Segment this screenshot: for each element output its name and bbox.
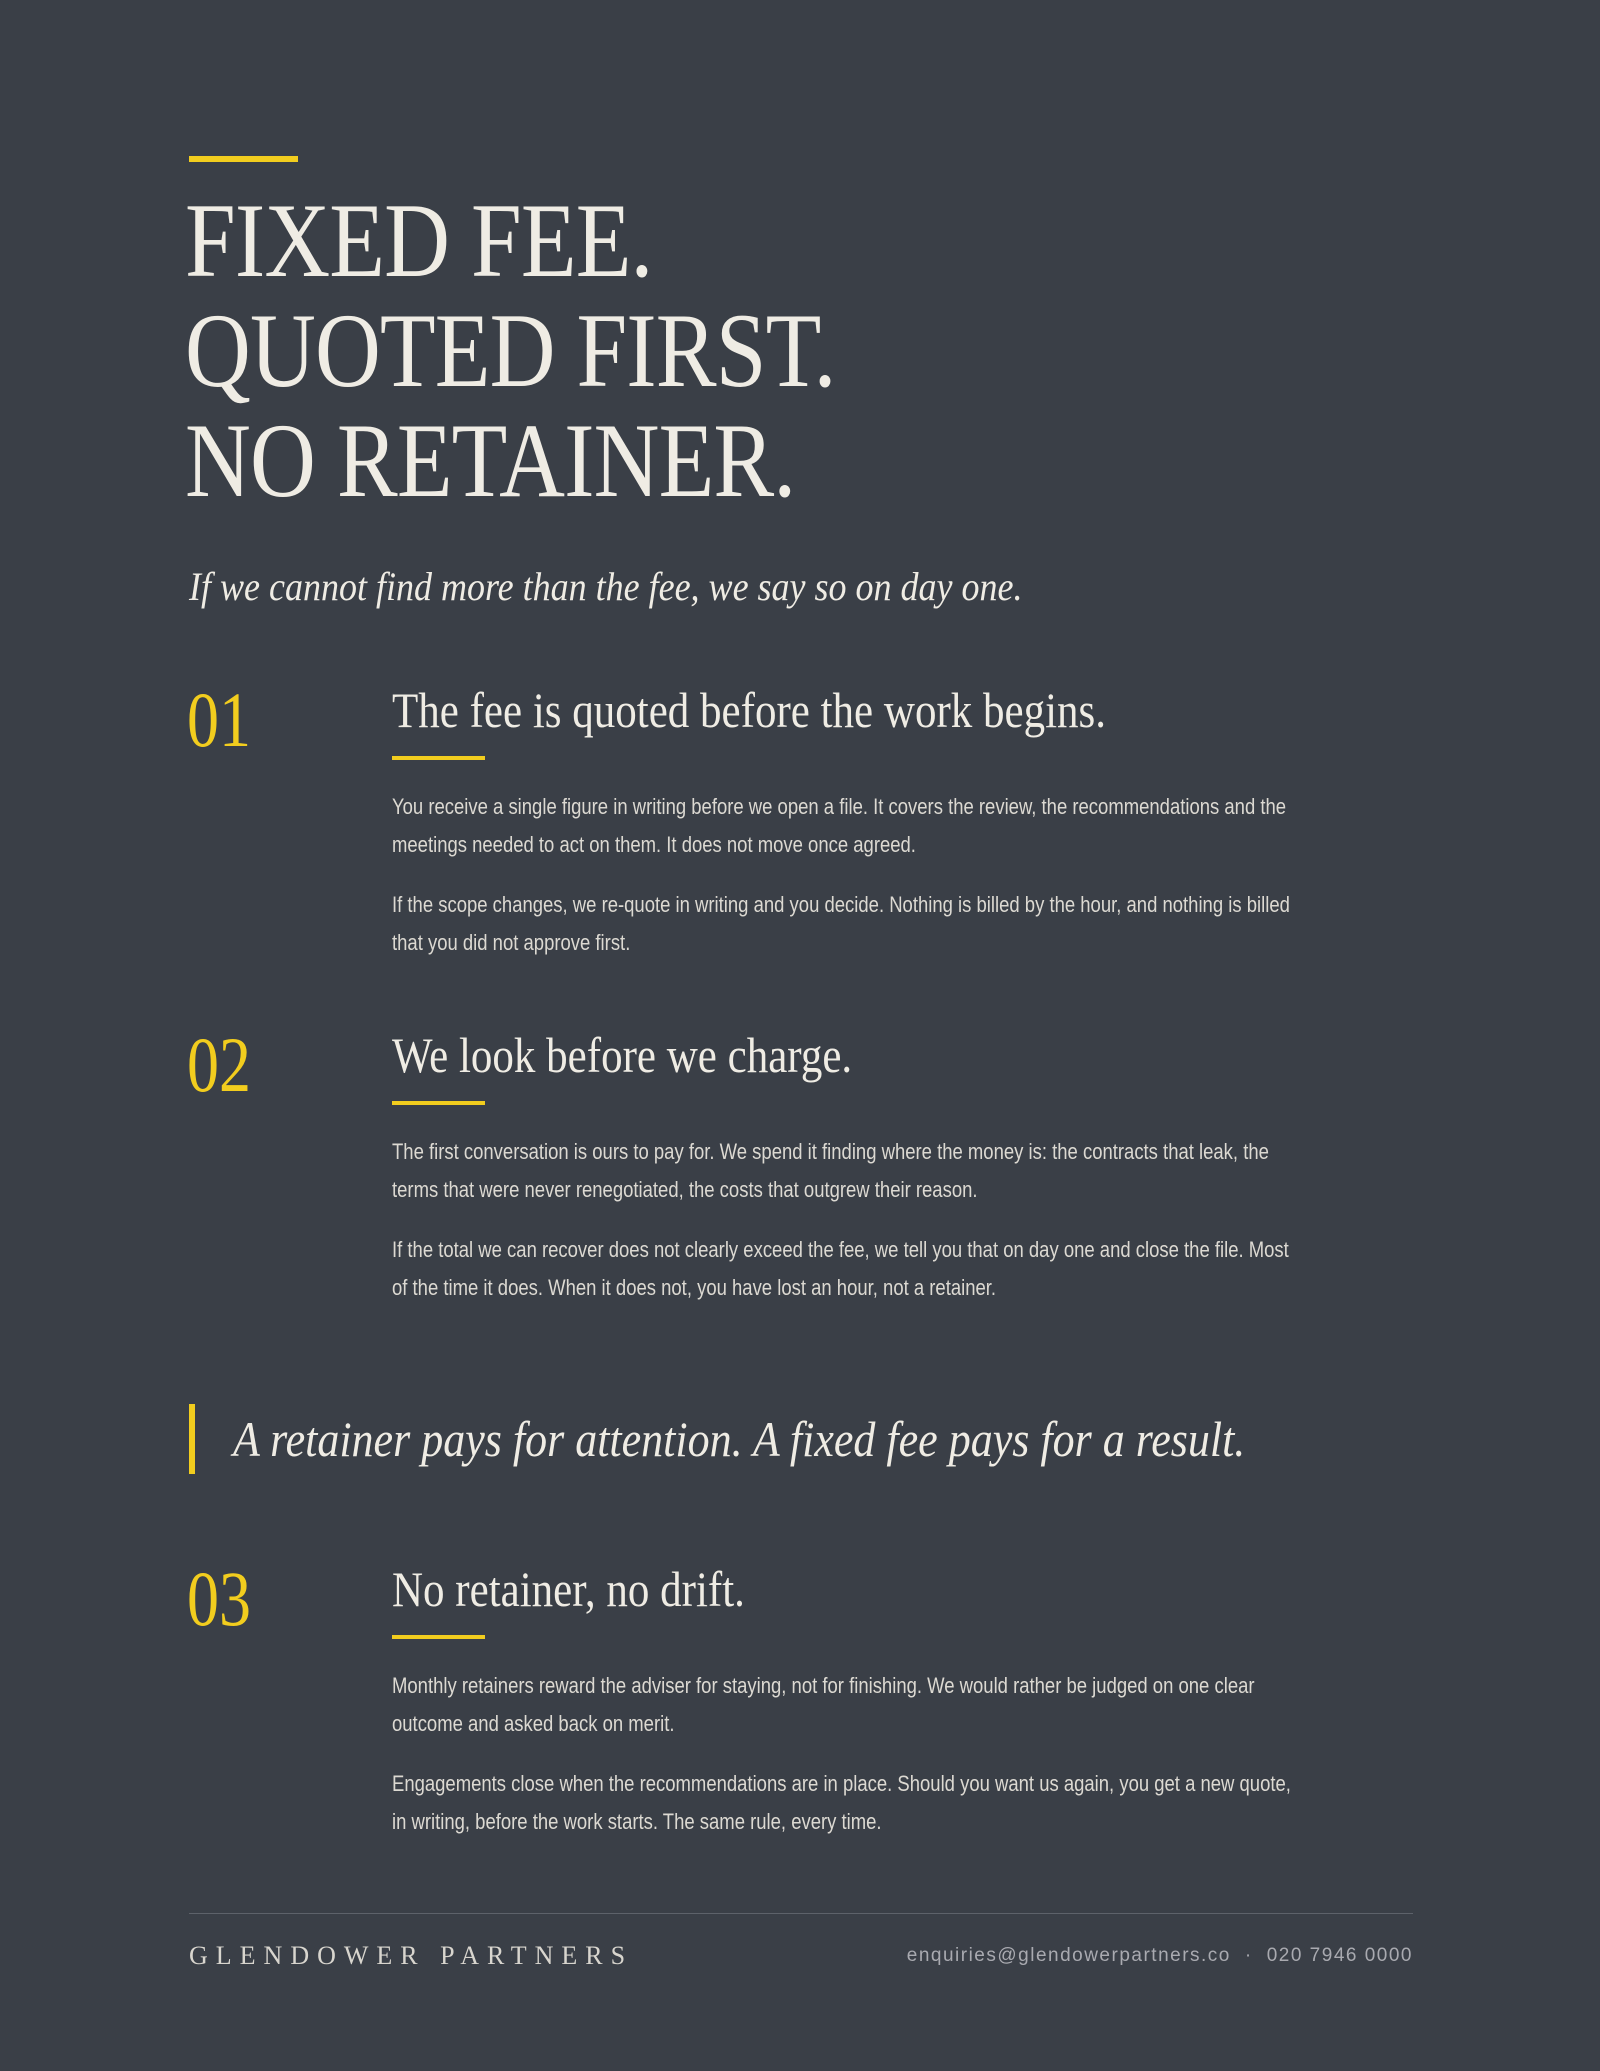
headline-line: FIXED FEE. [185, 182, 653, 299]
section-body [392, 788, 1299, 984]
section-rule [392, 756, 485, 760]
section-body [392, 1133, 1299, 1329]
section-title: We look before we charge. [392, 1027, 853, 1083]
email-link[interactable]: enquiries@glendowerpartners.co [906, 1945, 1231, 1966]
section-paragraph: If the scope changes, we re-quote in writing and you decide. Nothing is billed by the hour, and nothing is billed that you did not approve first. [392, 892, 1290, 955]
section-number: 02 [187, 1021, 251, 1108]
accent-rule [189, 156, 298, 162]
footer-contact [907, 1942, 1413, 1970]
section-title: The fee is quoted before the work begins. [392, 682, 1107, 738]
section-number: 01 [187, 676, 251, 763]
section-paragraph: Engagements close when the recommendations are in place. Should you want us again, you get a new quote, in writing, before the work starts. The same rule, every time. [392, 1771, 1291, 1834]
phone-link[interactable]: 020 7946 0000 [1266, 1945, 1413, 1966]
separator: · [1244, 1945, 1253, 1966]
section-body [392, 1667, 1299, 1863]
section-paragraph: The first conversation is ours to pay for. We spend it finding where the money is: the contracts that leak, the terms that were never renegotiated, the costs that outgrew their reason. [392, 1139, 1269, 1202]
headline-line: NO RETAINER. [185, 402, 796, 519]
section-rule [392, 1635, 485, 1639]
section-number: 03 [187, 1555, 251, 1642]
section-paragraph: You receive a single figure in writing before we open a file. It covers the review, the recommendations and the meetings needed to act on them. It does not move once agreed. [392, 794, 1287, 857]
brand-name: GLENDOWER PARTNERS [189, 1941, 634, 1970]
section-paragraph: Monthly retainers reward the adviser for staying, not for finishing. We would rather be judged on one clear outcome and asked back on merit. [392, 1673, 1255, 1736]
headline [185, 182, 836, 519]
section-rule [392, 1101, 485, 1105]
footer-divider [189, 1913, 1413, 1914]
pull-quote [189, 1404, 1383, 1474]
section-paragraph: If the total we can recover does not clearly exceed the fee, we tell you that on day one and close the file. Most of the time it does. When it does not, you have lost an hour, not a retainer. [392, 1237, 1289, 1300]
subheading: If we cannot find more than the fee, we say so on day one. [189, 564, 1023, 609]
pull-quote-text: A retainer pays for attention. A fixed fee pays for a result. [233, 1411, 1246, 1467]
headline-line: QUOTED FIRST. [185, 292, 836, 409]
section-title: No retainer, no drift. [392, 1561, 745, 1617]
